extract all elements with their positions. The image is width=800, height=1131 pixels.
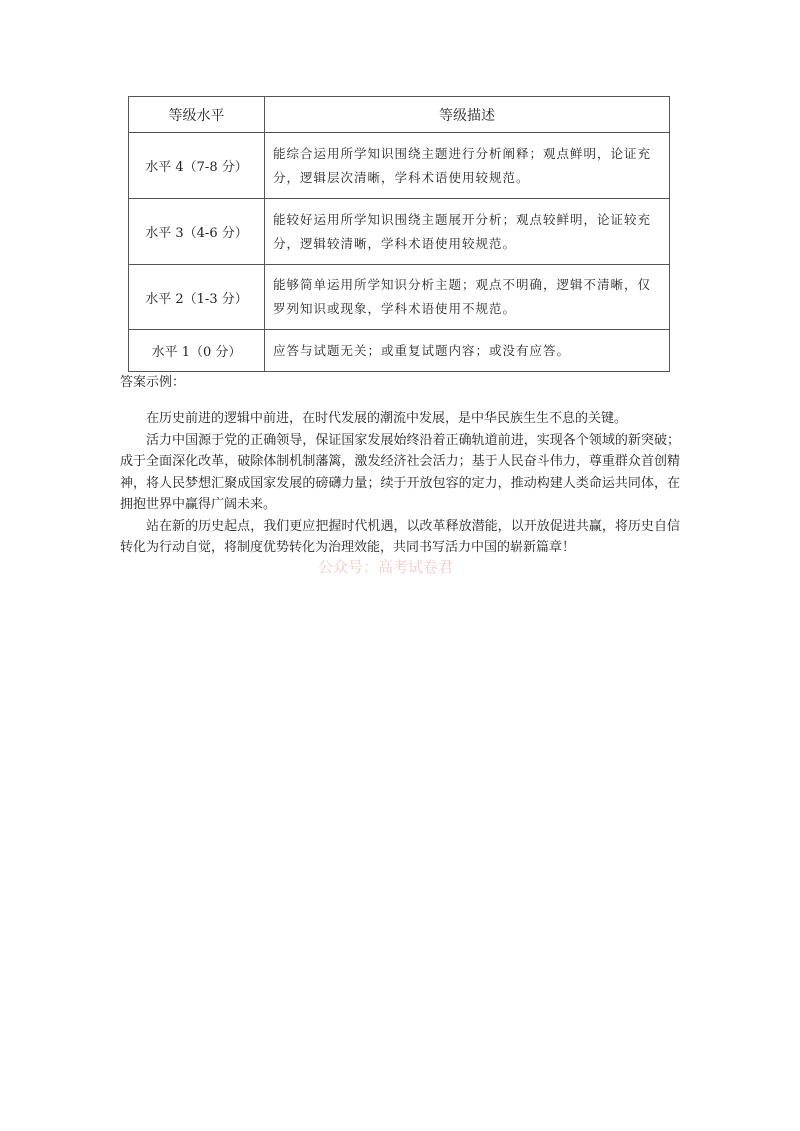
answer-paragraph: 站在新的历史起点，我们更应把握时代机遇，以改革释放潜能，以开放促进共赢，将历史自信转化为行动自觉，将制度优势转化为治理效能，共同书写活力中国的崭新篇章！: [120, 518, 680, 555]
watermark-text: 公众号：高考试卷君: [318, 558, 454, 576]
level-cell: 水平 3（4-6 分）: [129, 199, 265, 265]
table-row: [129, 133, 670, 199]
answer-example-body: [120, 408, 680, 559]
description-cell: 能够简单运用所学知识分析主题；观点不明确，逻辑不清晰，仅罗列知识或现象，学科术语使用不规范。: [265, 265, 670, 330]
level-cell: 水平 4（7-8 分）: [129, 133, 265, 199]
description-cell: 能较好运用所学知识围绕主题展开分析；观点较鲜明，论证较充分，逻辑较清晰，学科术语使用较规范。: [265, 199, 670, 265]
answer-paragraph: 活力中国源于党的正确领导，保证国家发展始终沿着正确轨道前进，实现各个领域的新突破；成于全面深化改革，破除体制机制藩篱，激发经济社会活力；基于人民奋斗伟力，尊重群众首创精神，将人民梦想汇聚成国家发展的磅礴力量；续于开放包容的定力，推动构建人类命运共同体，在拥抱世界中赢得广阔未来。: [120, 432, 680, 512]
description-cell: 能综合运用所学知识围绕主题进行分析阐释；观点鲜明，论证充分，逻辑层次清晰，学科术语使用较规范。: [265, 133, 670, 199]
table-header-row: [129, 97, 670, 133]
header-description: 等级描述: [265, 97, 670, 133]
table-row: [129, 199, 670, 265]
table-row: [129, 330, 670, 372]
grading-rubric-table: [128, 96, 670, 372]
level-cell: 水平 2（1-3 分）: [129, 265, 265, 330]
description-cell: 应答与试题无关；或重复试题内容；或没有应答。: [265, 330, 670, 372]
header-level: 等级水平: [129, 97, 265, 133]
table-row: [129, 265, 670, 330]
answer-paragraph: 在历史前进的逻辑中前进，在时代发展的潮流中发展，是中华民族生生不息的关键。: [146, 411, 628, 426]
level-cell: 水平 1（0 分）: [129, 330, 265, 372]
answer-example-label: 答案示例：: [120, 375, 186, 390]
